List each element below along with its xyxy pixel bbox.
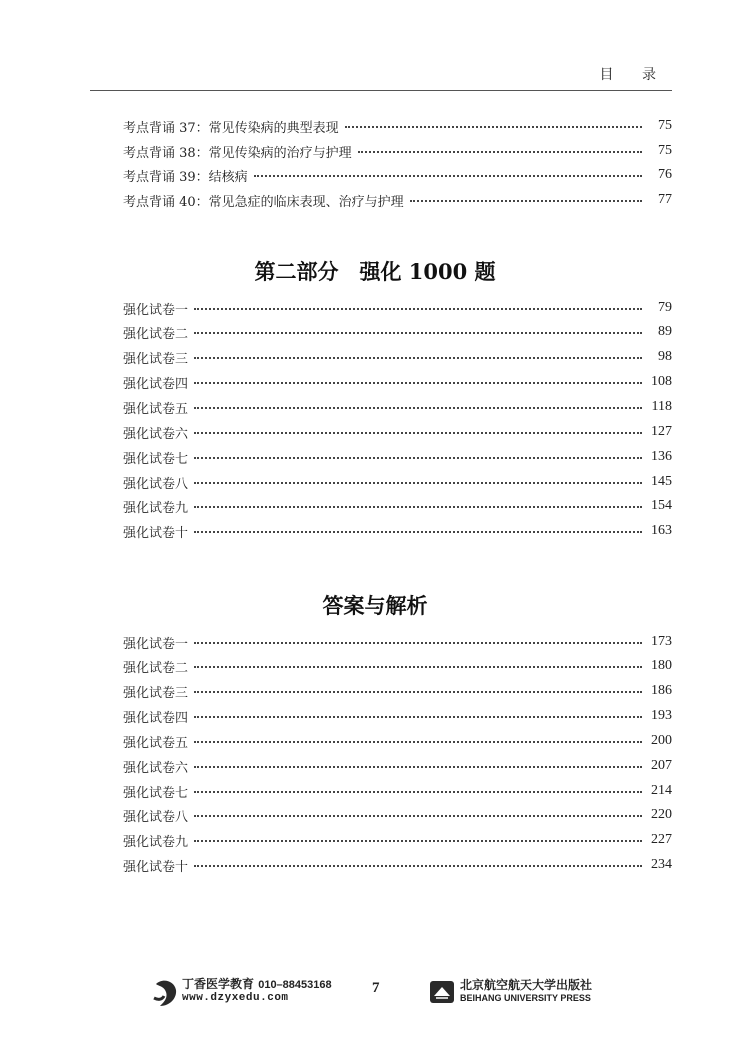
toc-row[interactable] [123, 472, 672, 492]
dot-leader [194, 815, 642, 817]
toc-row[interactable] [123, 322, 672, 342]
buaa-press-english: BEIHANG UNIVERSITY PRESS [460, 993, 591, 1003]
toc-page: 186 [651, 683, 672, 698]
dot-leader [194, 716, 642, 718]
dot-leader [410, 200, 642, 202]
toc-label: 考点背诵 38：常见传染病的治疗与护理 [123, 145, 352, 161]
dot-leader [194, 766, 642, 768]
dot-leader [194, 840, 642, 842]
dot-leader [194, 382, 642, 384]
toc-page: 193 [651, 708, 672, 723]
dot-leader [194, 666, 642, 668]
header-title: 目 录 [599, 67, 668, 83]
toc-row[interactable] [123, 521, 672, 541]
dot-leader [194, 357, 642, 359]
toc-row[interactable] [123, 372, 672, 392]
toc-row[interactable] [123, 298, 672, 318]
toc-label: 强化试卷二 [123, 660, 189, 676]
dot-leader [345, 126, 642, 128]
toc-row[interactable] [123, 855, 672, 875]
toc-label: 强化试卷九 [123, 834, 189, 850]
toc-label: 强化试卷六 [123, 426, 189, 442]
toc-row[interactable] [123, 496, 672, 516]
toc-row[interactable] [123, 347, 672, 367]
toc-row[interactable] [123, 656, 672, 676]
toc-label: 强化试卷四 [123, 710, 189, 726]
toc-label: 强化试卷五 [123, 401, 189, 417]
dot-leader [194, 691, 642, 693]
toc-label: 强化试卷五 [123, 735, 189, 751]
dot-leader [194, 308, 642, 310]
dot-leader [194, 506, 642, 508]
toc-page: 145 [651, 474, 672, 489]
dxy-logo-icon [152, 976, 180, 1010]
toc-page: 75 [658, 118, 672, 133]
toc-page: 180 [651, 658, 672, 673]
toc-row[interactable] [123, 706, 672, 726]
toc-label: 强化试卷四 [123, 376, 189, 392]
answers-title: 答案与解析 [322, 593, 428, 618]
toc-label: 强化试卷十 [123, 859, 189, 875]
toc-label: 考点背诵 40：常见急症的临床表现、治疗与护理 [123, 194, 404, 210]
toc-page: 98 [658, 349, 672, 364]
toc-row[interactable] [123, 190, 672, 210]
toc-label: 强化试卷三 [123, 351, 189, 367]
buaa-press-logo-icon [430, 981, 454, 1003]
toc-page: 234 [651, 857, 672, 872]
toc-label: 强化试卷九 [123, 500, 189, 516]
toc-row[interactable] [123, 805, 672, 825]
part2-title: 第二部分 强化 1000 题 [254, 259, 496, 284]
toc-label: 强化试卷八 [123, 809, 189, 825]
toc-page: 136 [651, 449, 672, 464]
buaa-press-name: 北京航空航天大学出版社 [460, 978, 593, 992]
toc-label: 强化试卷一 [123, 636, 189, 652]
toc-label: 强化试卷八 [123, 476, 189, 492]
page-number: 7 [372, 980, 380, 996]
toc-row[interactable] [123, 781, 672, 801]
toc-label: 考点背诵 39：结核病 [123, 169, 248, 185]
toc-page: 154 [651, 498, 672, 513]
toc-label: 强化试卷十 [123, 525, 189, 541]
dxy-url[interactable]: www.dzyxedu.com [182, 992, 289, 1004]
toc-page: 118 [651, 399, 672, 414]
toc-label: 强化试卷二 [123, 326, 189, 342]
dot-leader [194, 432, 642, 434]
dot-leader [194, 741, 642, 743]
footer-right-logo[interactable] [430, 975, 615, 1011]
toc-page: 89 [658, 324, 672, 339]
toc-row[interactable] [123, 116, 672, 136]
header-rule [90, 90, 672, 91]
dot-leader [194, 482, 642, 484]
toc-row[interactable] [123, 681, 672, 701]
dot-leader [194, 332, 642, 334]
footer-left-logo[interactable] [152, 975, 362, 1011]
toc-page: 108 [651, 374, 672, 389]
dot-leader [194, 642, 642, 644]
dot-leader [254, 175, 642, 177]
dot-leader [194, 407, 642, 409]
dot-leader [194, 531, 642, 533]
toc-page: 163 [651, 523, 672, 538]
toc-page: 79 [658, 300, 672, 315]
dxy-brand-name: 丁香医学教育 [182, 977, 255, 991]
toc-row[interactable] [123, 632, 672, 652]
toc-row[interactable] [123, 447, 672, 467]
toc-row[interactable] [123, 756, 672, 776]
toc-page: 220 [651, 807, 672, 822]
toc-label: 强化试卷一 [123, 302, 189, 318]
toc-page: 207 [651, 758, 672, 773]
toc-page: 173 [651, 634, 672, 649]
toc-row[interactable] [123, 397, 672, 417]
toc-page: 76 [658, 167, 672, 182]
toc-label: 强化试卷七 [123, 785, 189, 801]
dot-leader [194, 457, 642, 459]
toc-label: 考点背诵 37：常见传染病的典型表现 [123, 120, 339, 136]
toc-page: 75 [658, 143, 672, 158]
dot-leader [194, 791, 642, 793]
toc-page: 127 [651, 424, 672, 439]
toc-page: 214 [651, 783, 672, 798]
footer-left-brand-line [182, 975, 332, 992]
toc-label: 强化试卷三 [123, 685, 189, 701]
dot-leader [194, 865, 642, 867]
toc-page: 77 [658, 192, 672, 207]
toc-row[interactable] [123, 165, 672, 185]
dot-leader [358, 151, 642, 153]
toc-row[interactable] [123, 141, 672, 161]
toc-label: 强化试卷六 [123, 760, 189, 776]
toc-row[interactable] [123, 731, 672, 751]
toc-page: 200 [651, 733, 672, 748]
dxy-phone: 010–88453168 [258, 979, 332, 991]
toc-label: 强化试卷七 [123, 451, 189, 467]
toc-row[interactable] [123, 830, 672, 850]
toc-page: 227 [651, 832, 672, 847]
toc-row[interactable] [123, 422, 672, 442]
